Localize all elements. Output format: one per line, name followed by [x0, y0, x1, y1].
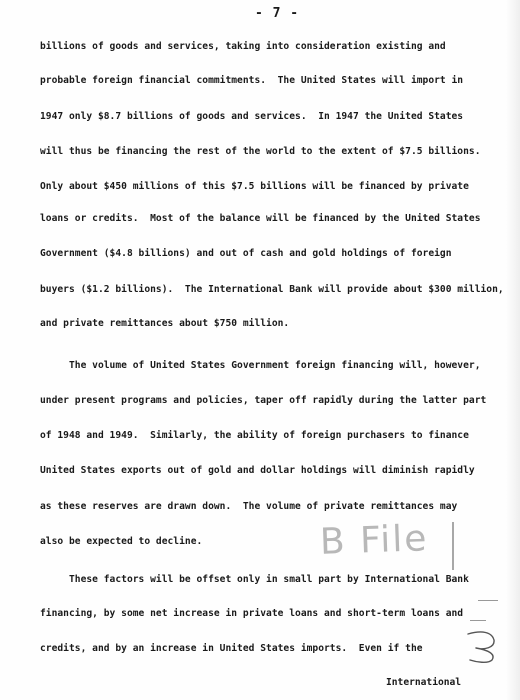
paragraph-3-line-2: financing, by some net increase in private loans and short-term loans and — [40, 608, 464, 619]
paragraph-2-line-1: The volume of United States Government foreign financing will, however, — [40, 360, 481, 371]
catchword: International — [386, 677, 462, 688]
paragraph-1-line-2: probable foreign financial commitments. The United States will import in — [40, 75, 464, 86]
paragraph-1-line-4: will thus be financing the rest of the world to the extent of $7.5 billions. — [40, 146, 481, 157]
margin-tick-mark — [470, 620, 486, 621]
paragraph-1-line-7: Government ($4.8 billions) and out of cash and gold holdings of foreign — [40, 248, 452, 259]
paragraph-1-line-1: billions of goods and services, taking into consideration existing and — [40, 41, 446, 52]
paragraph-3-line-3: credits, and by an increase in United States imports. Even if the — [40, 643, 423, 654]
paragraph-1-line-3: 1947 only $8.7 billions of goods and services. In 1947 the United States — [40, 111, 464, 122]
paragraph-2-line-6: also be expected to decline. — [40, 536, 203, 547]
page-number: - 7 - — [255, 6, 300, 21]
margin-tick-mark — [478, 600, 498, 601]
paragraph-3-line-1: These factors will be offset only in small part by International Bank — [40, 574, 469, 585]
paragraph-2-line-3: of 1948 and 1949. Similarly, the ability of foreign purchasers to finance — [40, 430, 469, 441]
page-edge-shadow — [506, 0, 520, 700]
paragraph-2-line-4: United States exports out of gold and dollar holdings will diminish rapidly — [40, 465, 475, 476]
paragraph-1-line-8: buyers ($1.2 billions). The International Bank will provide about $300 million, — [40, 284, 504, 295]
file-stamp: B File — [319, 518, 430, 563]
paragraph-1-line-9: and private remittances about $750 million. — [40, 318, 290, 329]
handwritten-margin-mark-icon — [462, 628, 502, 664]
paragraph-1-line-5: Only about $450 millions of this $7.5 billions will be financed by private — [40, 181, 469, 192]
paragraph-1-line-6: loans or credits. Most of the balance will be financed by the United States — [40, 213, 481, 224]
stamp-bracket-mark — [452, 522, 454, 570]
paragraph-2-line-5: as these reserves are drawn down. The volume of private remittances may — [40, 501, 458, 512]
paragraph-2-line-2: under present programs and policies, taper off rapidly during the latter part — [40, 395, 487, 406]
